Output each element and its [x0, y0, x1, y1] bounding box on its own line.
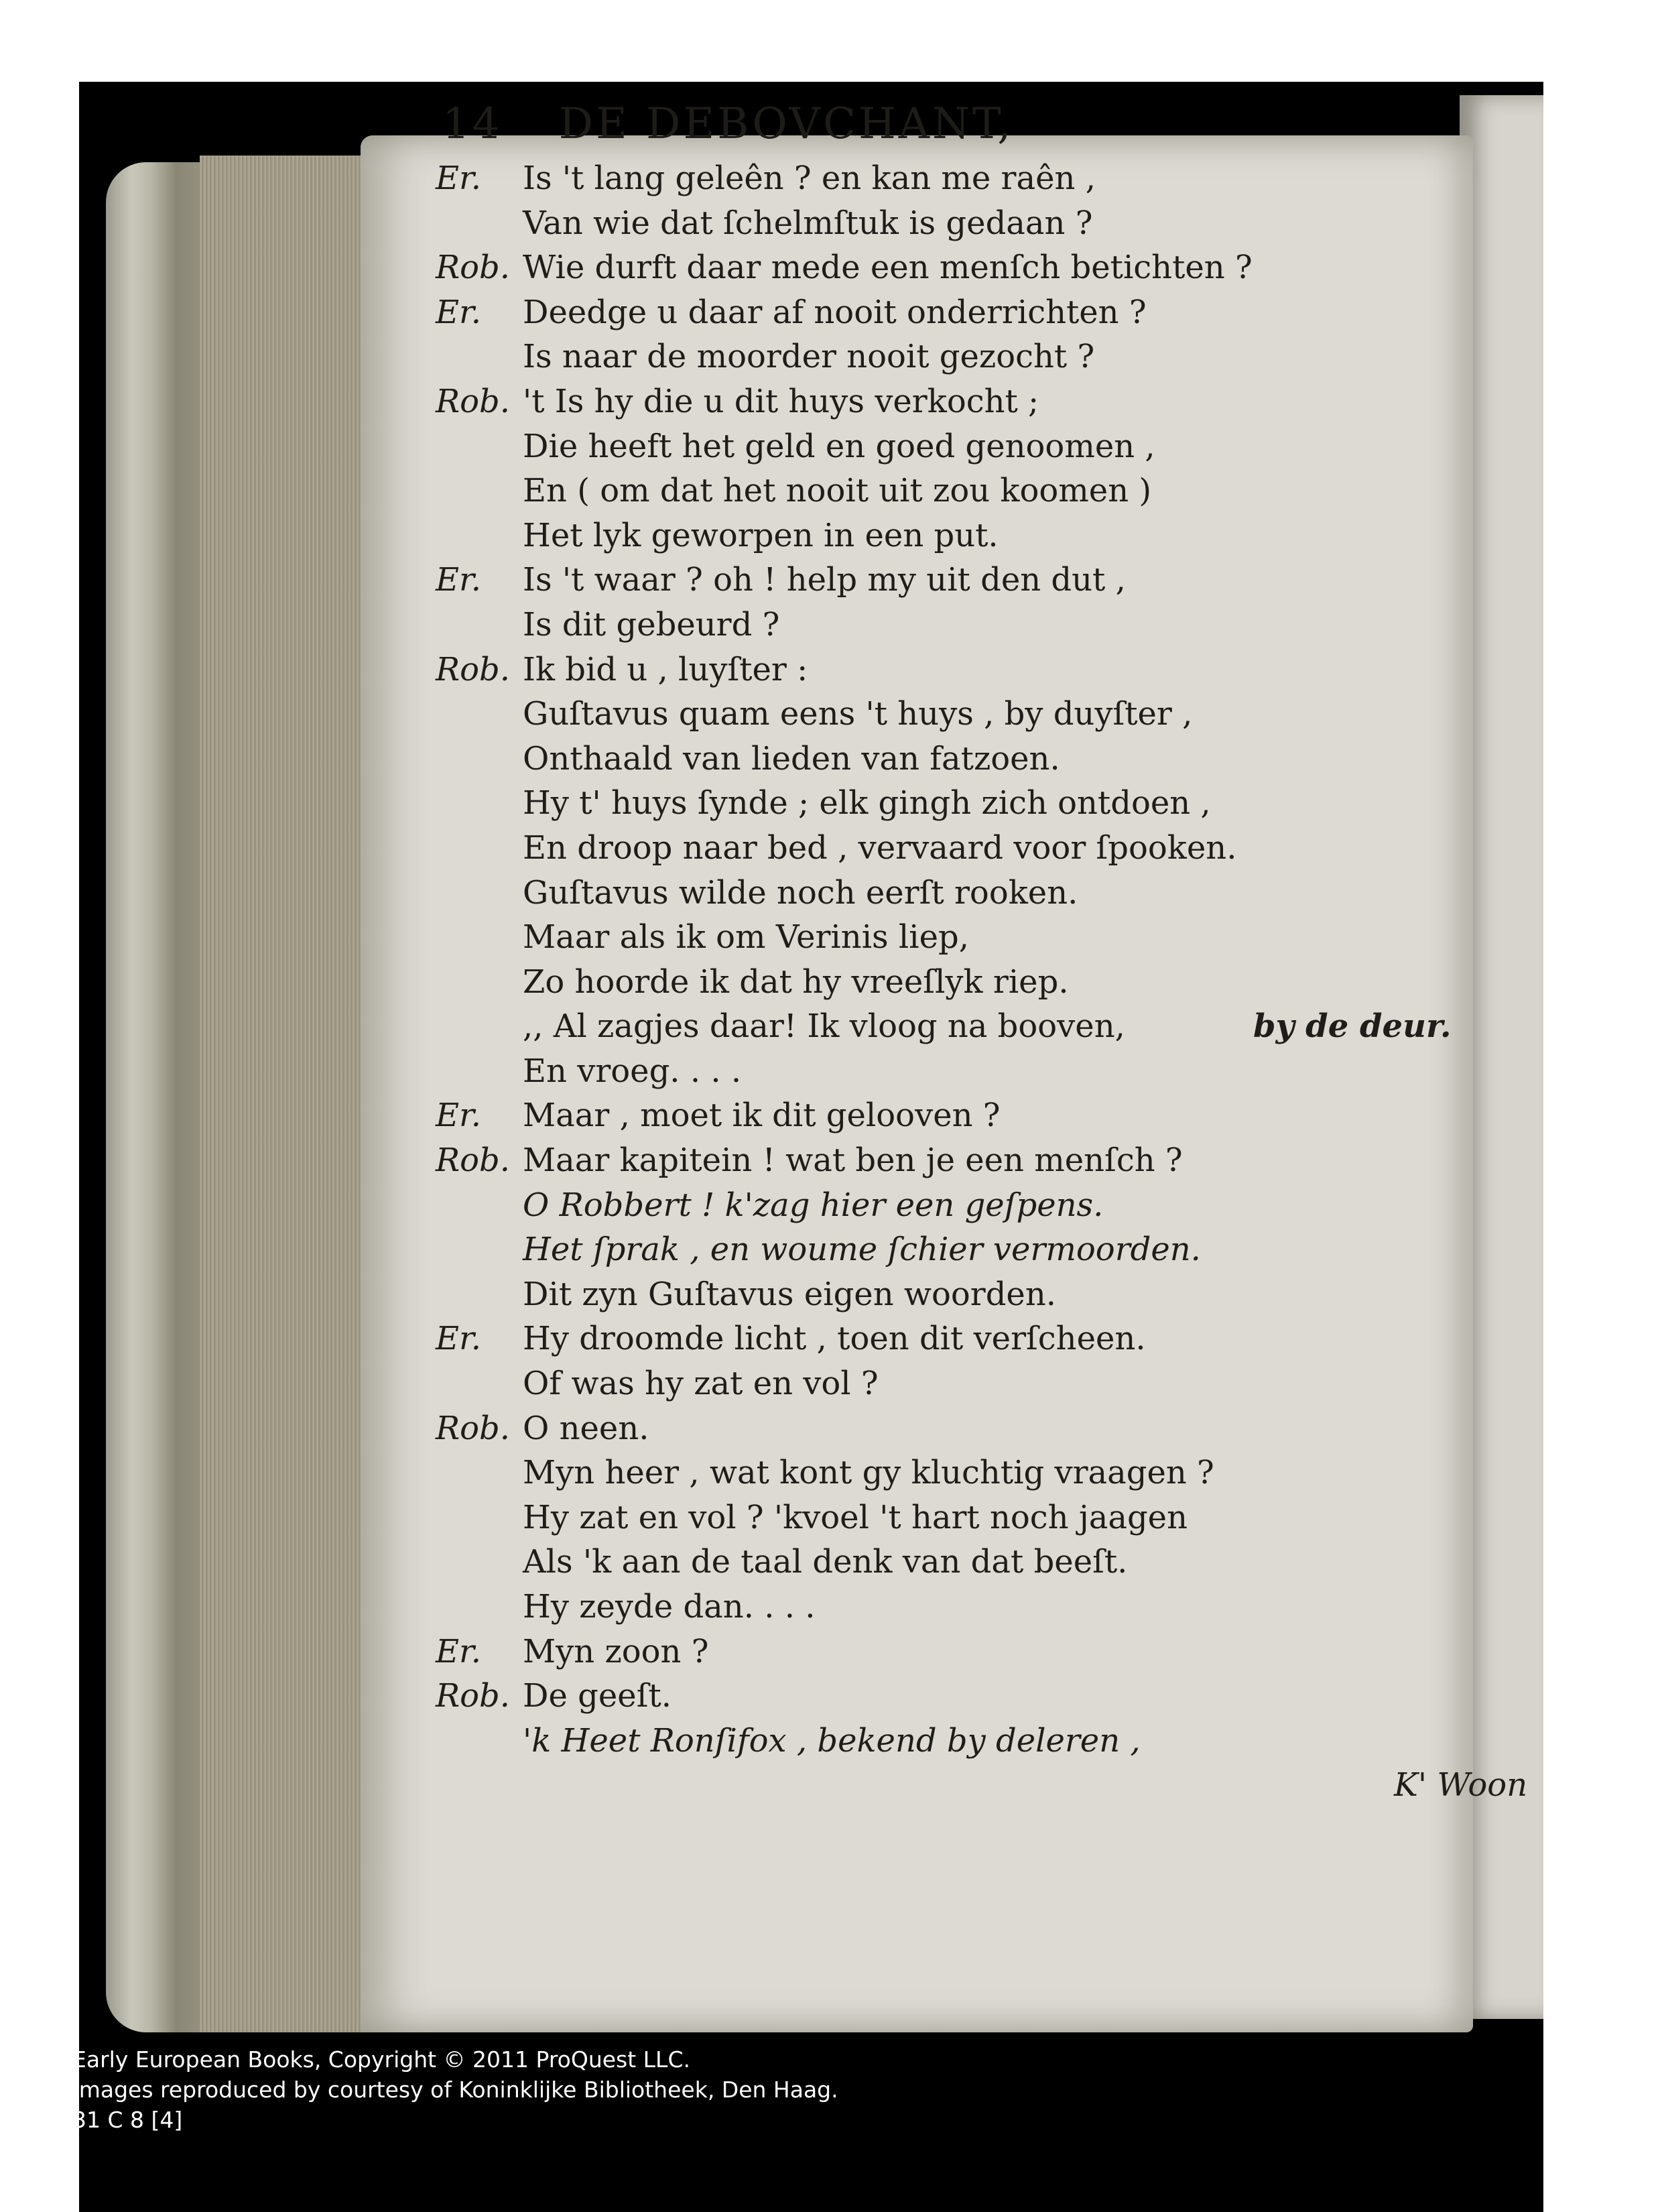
verse-text [436, 160, 1528, 1811]
copyright-caption [72, 2044, 838, 2135]
verse-line-text: Myn zoon ? [523, 1632, 709, 1670]
verse-line [436, 829, 1421, 874]
verse-line [436, 1097, 1421, 1142]
verse-line-text: Als 'k aan de taal denk van dat beeſt. [523, 1543, 1128, 1581]
verse-line [436, 1007, 1452, 1052]
speaker-label: Er. [436, 1097, 481, 1135]
verse-line-text: Onthaald van lieden van fatzoen. [523, 739, 1060, 778]
verse-line-text: De geeſt. [523, 1677, 672, 1715]
running-header [442, 99, 1014, 149]
speaker-label: Rob. [436, 1142, 511, 1180]
verse-line-text: O neen. [523, 1409, 649, 1447]
verse-line-text: Is dit gebeurd ? [523, 605, 780, 643]
verse-line [436, 1588, 1421, 1633]
verse-line [436, 383, 1421, 428]
caption-line-3: 31 C 8 [4] [72, 2107, 183, 2133]
verse-line [436, 160, 1421, 204]
verse-line-text: En vroeg. . . . [523, 1052, 742, 1090]
speaker-label: Rob. [436, 249, 511, 287]
verse-line-text: Van wie dat ſchelmſtuk is gedaan ? [523, 204, 1093, 242]
verse-line [436, 338, 1421, 383]
verse-line [436, 874, 1421, 919]
verse-line [436, 1231, 1421, 1276]
speaker-label: Er. [436, 1320, 481, 1358]
verse-line [436, 651, 1421, 696]
verse-line [436, 740, 1421, 785]
speaker-label: Rob. [436, 382, 511, 420]
verse-line-text: Wie durft daar mede een menſch betichten ? [523, 249, 1253, 287]
verse-line-text: Is 't waar ? oh ! help my uit den dut , [523, 561, 1126, 599]
verse-line [436, 1276, 1421, 1320]
verse-line [436, 1677, 1421, 1722]
verse-line-text: Maar als ik om Verinis liep, [523, 918, 970, 957]
verse-line-text: Ik bid u , luyſter : [523, 650, 808, 688]
caption-line-2: Images reproduced by courtesy of Koninklijke Bibliotheek, Den Haag. [72, 2077, 838, 2103]
verse-line [436, 1543, 1421, 1588]
speaker-label: Rob. [436, 1409, 511, 1447]
verse-line-text: Die heeft het geld en goed genoomen , [523, 427, 1155, 465]
verse-line-text: Hy zeyde dan. . . . [523, 1588, 816, 1625]
speaker-label: Er. [436, 293, 481, 331]
verse-line-text: O Robbert ! k'zag hier een geſpens. [523, 1186, 1104, 1224]
verse-line [436, 472, 1421, 517]
verse-line-text: Deedge u daar af nooit onderrichten ? [523, 293, 1147, 331]
page-number: 14 [442, 99, 503, 149]
verse-line [436, 1186, 1421, 1231]
verse-line [436, 784, 1421, 829]
verse-line [436, 1365, 1421, 1410]
verse-line-text: Het ſprak , en woume ſchier vermoorden. [523, 1231, 1201, 1269]
verse-line [436, 963, 1421, 1008]
verse-line [436, 918, 1421, 963]
running-title: DE DEBOVCHANT, [558, 99, 1014, 149]
verse-line-text: 't Is hy die u dit huys verkocht ; [523, 382, 1039, 420]
verse-line-text: Hy t' huys ſynde ; elk gingh zich ontdoen , [523, 784, 1211, 822]
verse-line-text: En droop naar bed , vervaard voor ſpooken. [523, 828, 1237, 867]
verse-line [436, 695, 1421, 740]
catchword-line [436, 1766, 1528, 1811]
verse-line-text: Guſtavus quam eens 't huys , by duyſter , [523, 695, 1193, 733]
verse-line [436, 204, 1421, 249]
verse-line-text: Guſtavus wilde noch eerſt rooken. [523, 873, 1078, 912]
caption-line-1: Early European Books, Copyright © 2011 ProQuest LLC. [72, 2046, 690, 2073]
verse-line [436, 428, 1421, 473]
verse-line-text: Hy zat en vol ? 'kvoel 't hart noch jaagen [523, 1498, 1188, 1536]
verse-line [436, 1410, 1421, 1455]
verse-line-text: Het lyk geworpen in een put. [523, 516, 999, 554]
speaker-label: Er. [436, 1632, 481, 1670]
verse-line [436, 1052, 1421, 1097]
verse-line [436, 561, 1421, 606]
verse-line-text: Hy droomde licht , toen dit verſcheen. [523, 1320, 1146, 1358]
verse-line [436, 517, 1421, 562]
speaker-label: Rob. [436, 1677, 511, 1715]
catchword: K' Woon [1394, 1766, 1528, 1804]
verse-line-text: En ( om dat het nooit uit zou koomen ) [523, 472, 1152, 510]
verse-line-text: Is 't lang geleên ? en kan me raên , [523, 160, 1096, 197]
verse-line [436, 1499, 1421, 1544]
speaker-label: Er. [436, 160, 481, 197]
verse-line [436, 294, 1421, 339]
speaker-label: Rob. [436, 650, 511, 688]
verse-line [436, 249, 1421, 294]
verse-line-text: Of was hy zat en vol ? [523, 1365, 879, 1403]
verse-line-text: 'k Heet Ronſifox , bekend by deleren , [523, 1721, 1141, 1760]
stage-direction: by de deur. [1253, 1007, 1452, 1046]
verse-line-text: Dit zyn Guſtavus eigen woorden. [523, 1275, 1057, 1313]
verse-line [436, 606, 1421, 651]
speaker-label: Er. [436, 561, 481, 599]
verse-line [436, 1320, 1421, 1365]
verse-line-text: ,, Al zagjes daar! Ik vloog na booven, [523, 1007, 1125, 1046]
verse-line-text: Zo hoorde ik dat hy vreeſlyk riep. [523, 963, 1069, 1001]
verse-line-text: Is naar de moorder nooit gezocht ? [523, 338, 1095, 376]
verse-line-text: Myn heer , wat kont gy kluchtig vraagen ? [523, 1454, 1214, 1492]
verse-line [436, 1142, 1421, 1186]
verse-line [436, 1454, 1421, 1499]
verse-line-text: Maar kapitein ! wat ben je een menſch ? [523, 1142, 1183, 1180]
verse-line [436, 1722, 1421, 1767]
verse-line-text: Maar , moet ik dit gelooven ? [523, 1097, 1001, 1135]
verse-line [436, 1633, 1421, 1678]
